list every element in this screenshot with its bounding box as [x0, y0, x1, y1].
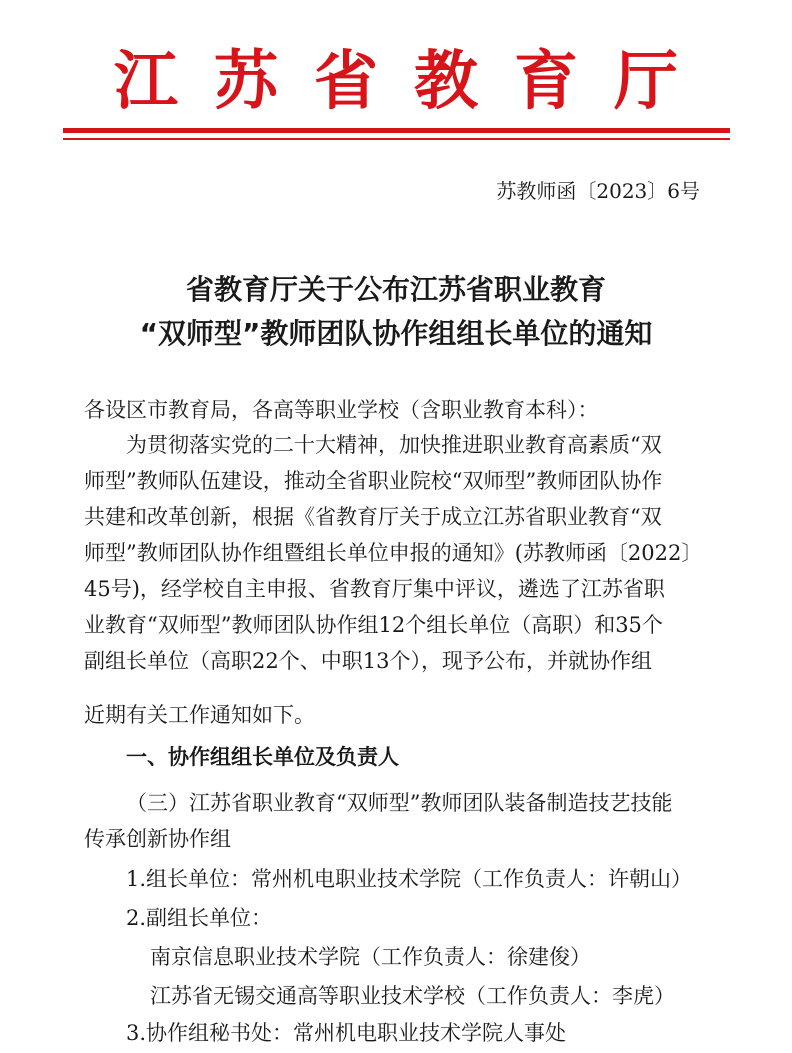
paragraph-line: 近期有关工作通知如下。 [84, 703, 315, 727]
leader-unit-item: 1.组长单位：常州机电职业技术学院（工作负责人：许朝山） [126, 867, 693, 891]
paragraph-line: 师型”教师队伍建设，推动全省职业院校“双师型”教师团队协作 [84, 469, 663, 493]
salutation: 各设区市教育局，各高等职业学校（含职业教育本科）： [84, 398, 599, 422]
letterhead-rule-thin [63, 138, 730, 140]
section-1-heading: 一、协作组组长单位及负责人 [126, 745, 399, 769]
secretariat-item: 3.协作组秘书处：常州机电职业技术学院人事处 [126, 1021, 567, 1045]
subsection-line: （三）江苏省职业教育“双师型”教师团队装备制造技艺技能 [126, 791, 673, 815]
letterhead-org-name: 江苏省教育厅 [114, 45, 714, 119]
paragraph-line: 副组长单位（高职22个、中职13个），现予公布，并就协作组 [84, 649, 652, 673]
deputy-unit-item: 南京信息职业技术学院（工作负责人：徐建俊） [150, 945, 591, 969]
deputy-unit-item: 江苏省无锡交通高等职业技术学校（工作负责人：李虎） [150, 984, 675, 1008]
paragraph-line: 为贯彻落实党的二十大精神，加快推进职业教育高素质“双 [126, 433, 662, 457]
letterhead-rule-thick [63, 128, 730, 133]
subsection-line: 传承创新协作组 [84, 827, 231, 851]
document-title-line-1: 省教育厅关于公布江苏省职业教育 [185, 273, 606, 306]
document-number: 苏教师函〔2023〕6号 [496, 179, 700, 203]
paragraph-line: 业教育“双师型”教师团队协作组12个组长单位（高职）和35个 [84, 613, 663, 637]
paragraph-line: 师型”教师团队协作组暨组长单位申报的通知》(苏教师函〔2022〕 [84, 541, 703, 565]
deputy-unit-label: 2.副组长单位： [126, 906, 273, 930]
paragraph-line: 共建和改革创新，根据《省教育厅关于成立江苏省职业教育“双 [84, 505, 662, 529]
paragraph-line: 45号)，经学校自主申报、省教育厅集中评议，遴选了江苏省职 [84, 577, 665, 601]
document-title-line-2: “双师型”教师团队协作组组长单位的通知 [139, 317, 653, 350]
